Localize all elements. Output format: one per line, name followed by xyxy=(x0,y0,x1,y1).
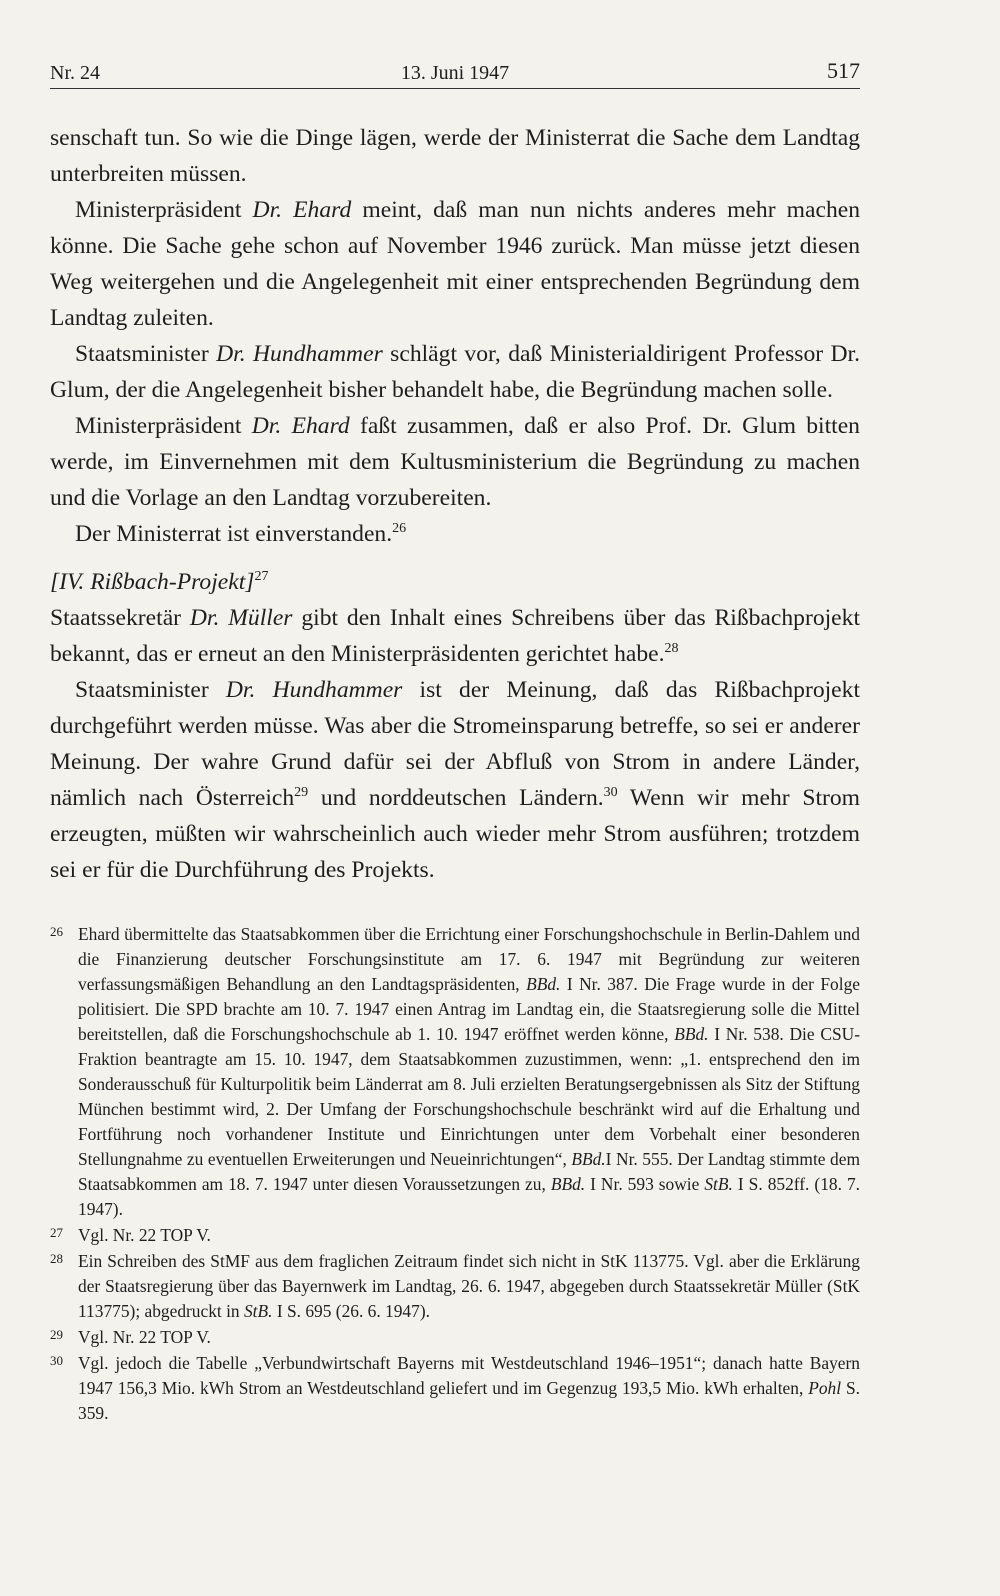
footnotes xyxy=(50,922,860,1427)
footnote: 27 Vgl. Nr. 22 TOP V. xyxy=(50,1223,860,1248)
header-date: 13. Juni 1947 xyxy=(400,62,510,84)
speaker-name: Dr. Müller xyxy=(189,605,293,631)
footnote-marker: 27 xyxy=(50,1225,63,1240)
footnote-ref: 28 xyxy=(664,641,679,656)
footnote-marker: 28 xyxy=(50,1251,63,1266)
running-header xyxy=(50,58,860,89)
paragraph: Staatsminister Dr. Hundhammer schlägt vor, daß Ministerialdirigent Professor Dr. Glum, der die Angelegenheit bisher behandelt habe, die Begründung machen solle. xyxy=(50,341,860,403)
main-text xyxy=(50,120,860,888)
footnote-ref: 30 xyxy=(603,785,618,800)
footnote-ref: 27 xyxy=(254,569,269,584)
document-number: Nr. 24 xyxy=(50,62,100,84)
page-number: 517 xyxy=(827,58,860,83)
paragraph: Staatssekretär Dr. Müller gibt den Inhalt eines Schreibens über das Rißbachprojekt bekannt, das er erneut an den Ministerpräsidenten gerichtet habe.$^{28}$ xyxy=(50,605,861,667)
speaker-name: Dr. Hundhammer xyxy=(216,341,383,367)
paragraph: Der Ministerrat ist einverstanden.$^{26}$ xyxy=(75,521,407,547)
paragraph: senschaft tun. So wie die Dinge lägen, werde der Ministerrat die Sache dem Landtag unterbreiten müssen. xyxy=(50,125,860,187)
footnote-marker: 30 xyxy=(50,1353,63,1368)
footnote-ref: 26 xyxy=(392,521,407,536)
paragraph: Ministerpräsident Dr. Ehard meint, daß man nun nichts anderes mehr machen könne. Die Sache gehe schon auf November 1946 zurück. Man müsse jetzt diesen Weg weitergehen und die Angelegenheit mit einer entsprechenden Begründung dem Landtag zuleiten. xyxy=(50,197,861,331)
paragraph: Ministerpräsident Dr. Ehard faßt zusammen, daß er also Prof. Dr. Glum bitten werde, im Einvernehmen mit dem Kultusministerium die Begründung zu machen und die Vorlage an den Landtag vorzubereiten. xyxy=(50,413,860,511)
paragraph: Staatsminister Dr. Hundhammer ist der Meinung, daß das Rißbachprojekt durchgeführt werden müsse. Was aber die Stromeinsparung betreffe, so sei er anderer Meinung. Der wahre Grund dafür sei der Abfluß von Strom in andere Länder, nämlich nach Österreich$^{29}$ und norddeutschen Ländern.$^{30}$ Wenn wir mehr Strom erzeugten, müßten wir wahrscheinlich auch wieder mehr Strom ausführen; trotzdem sei er für die Durchführung des Projekts. xyxy=(50,677,860,883)
speaker-name: Dr. Hundhammer xyxy=(225,677,403,703)
footnote: 28 Ein Schreiben des StMF aus dem fraglichen Zeitraum findet sich nicht in StK 113775. Vgl. aber die Erklärung der Staatsregierung über das Bayernwerk im Landtag, 26. 6. 1947, abgegeben durch Staatssekretär Müller (StK 113775); abgedruckt in StB. I S. 695 (26. 6. 1947). xyxy=(50,1249,860,1324)
footnote: 26 Ehard übermittelte das Staatsabkommen über die Errichtung einer Forschungshochschule in Berlin-Dahlem und die Finanzierung deutscher Forschungsinstitute am 17. 6. 1947 mit Begründung zur weiteren verfassungsmäßigen Behandlung an den Landtagspräsidenten, BBd. I Nr. 387. Die Frage wurde in der Folge politisiert. Die SPD brachte am 10. 7. 1947 einen Antrag im Landtag ein, die Staatsregierung solle die Mittel bereitstellen, daß die Forschungshochschule ab 1. 10. 1947 eröffnet werden könne, BBd. I Nr. 538. Die CSU-Fraktion beantragte am 15. 10. 1947, dem Staatsabkommen zuzustimmen, wenn: „1. entsprechend den im Sonderausschuß für Kulturpolitik beim Länderrat am 8. Juli erzielten Beratungsergebnissen als Sitz der Stiftung München bestimmt wird, 2. Der Umfang der Forschungshochschule beschränkt wird auf die Erhaltung und Fortführung noch vorhandener Institute und Einrichtungen unter dem Vorbehalt einer besonderen Stellungnahme zu eventuellen Erweiterungen und Neueinrichtungen“, BBd.I Nr. 555. Der Landtag stimmte dem Staatsabkommen am 18. 7. 1947 unter diesen Voraussetzungen zu, BBd. I Nr. 593 sowie StB. I S. 852ff. (18. 7. 1947). xyxy=(50,922,860,1222)
footnote: 29 Vgl. Nr. 22 TOP V. xyxy=(50,1325,860,1350)
footnote: 30 Vgl. jedoch die Tabelle „Verbundwirtschaft Bayerns mit Westdeutschland 1946–1951“; danach hatte Bayern 1947 156,3 Mio. kWh Strom an Westdeutschland geliefert und im Gegenzug 193,5 Mio. kWh erhalten, Pohl S. 359. xyxy=(50,1351,860,1426)
section-heading: [IV. Rißbach-Projekt]$^{27}$ xyxy=(50,569,269,595)
speaker-name: Dr. Ehard xyxy=(252,197,352,223)
speaker-name: Dr. Ehard xyxy=(251,413,350,439)
footnote-marker: 29 xyxy=(50,1327,63,1342)
footnote-marker: 26 xyxy=(50,924,63,939)
footnote-ref: 29 xyxy=(294,785,309,800)
